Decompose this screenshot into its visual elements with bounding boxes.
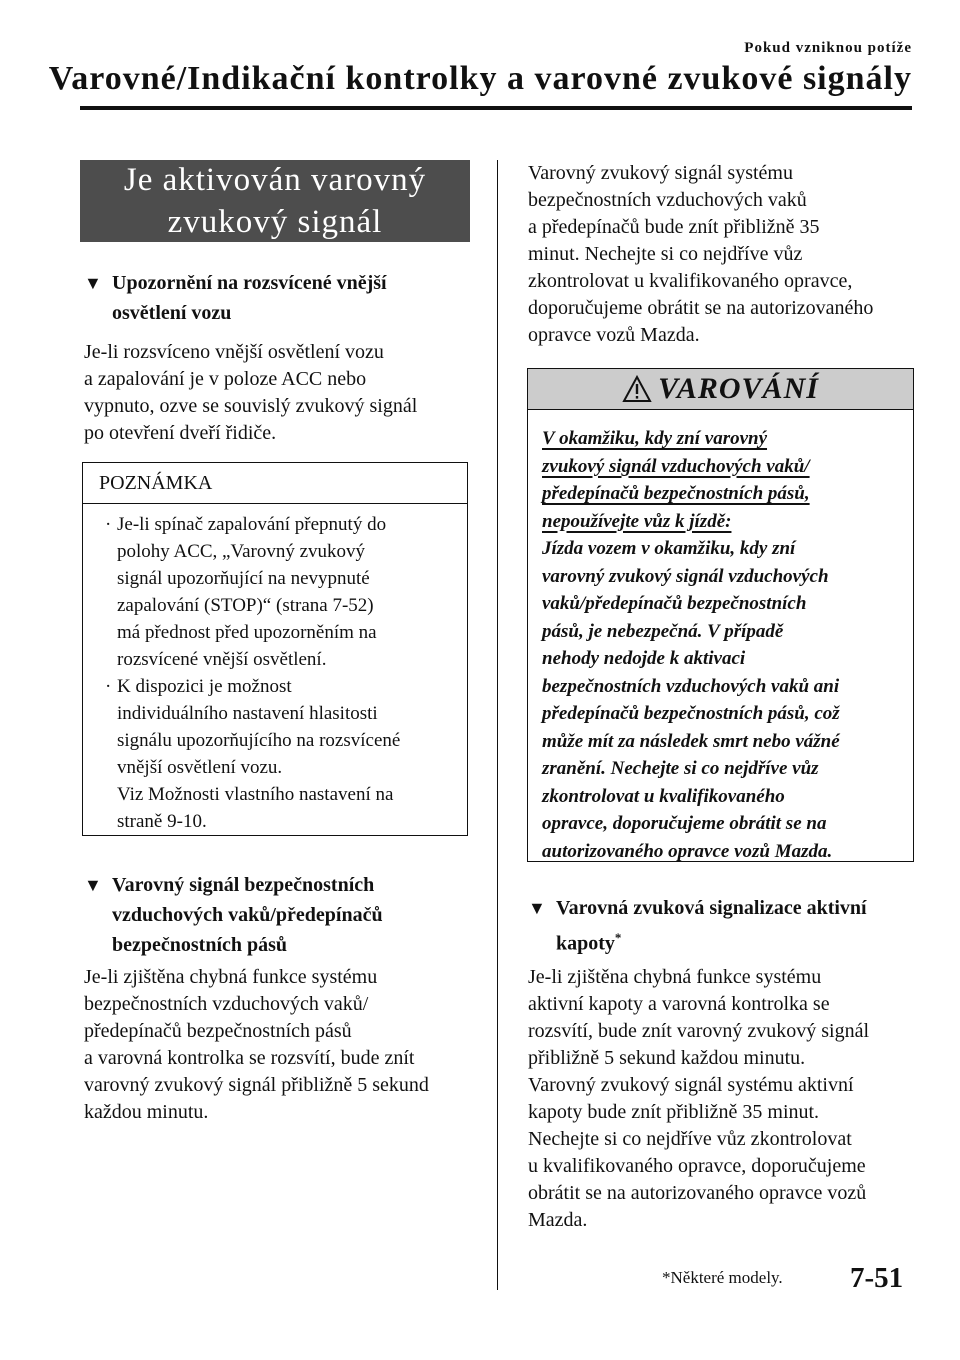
triangle-bullet-icon: ▼ — [528, 898, 546, 918]
paragraph-airbag-warning: Je-li zjištěna chybná funkce systému bezpečnostních vzduchových vaků/ předepínačů bezpečnostních pásů a varovná kontrolka se rozsvítí, bude znít varovný zvukový signál přibližně 5 sekund každou minutu. — [84, 966, 429, 1123]
column-divider — [497, 160, 498, 1290]
warning-title: VAROVÁNÍ — [658, 372, 819, 405]
note-item: · K dispozici je možnost individuálního nastavení hlasitosti signálu upozorňujícího na rozsvícené vnější osvětlení vozu. Viz Možnosti vlastního nastavení na straně 9-10. — [83, 673, 467, 835]
header-rule — [80, 106, 912, 110]
paragraph-active-bonnet: Je-li zjištěna chybná funkce systému aktivní kapoty a varovná kontrolka se rozsvítí, bude znít varovný zvukový signál přibližně 5 sekund každou minutu. Varovný zvukový signál systému aktivní kapoty bude znít přibližně 35 minut. Nechejte si co nejdříve vůz zkontrolovat u kvalifikovaného opravce, doporučujeme obrátit se na autorizovaného opravce vozů Mazda. — [528, 966, 870, 1231]
warning-lead-line: V okamžiku, kdy zní varovný — [542, 428, 768, 449]
warning-triangle-icon — [622, 375, 652, 403]
section-title-line: zvukový signál — [167, 204, 383, 240]
warning-header — [528, 369, 913, 410]
triangle-bullet-icon: ▼ — [84, 273, 102, 293]
list-bullet-icon: · — [105, 514, 112, 535]
triangle-bullet-icon: ▼ — [84, 875, 102, 895]
note-item: · Je-li spínač zapalování přepnutý do polohy ACC, „Varovný zvukový signál upozorňující na nevypnuté zapalování (STOP)“ (strana 7-52) má přednost před upozorněním na rozsvícené vnější osvětlení. — [83, 511, 467, 673]
subheading-exterior-lights: ▼ Upozornění na rozsvícené vnější osvětlení vozu — [84, 268, 474, 328]
subheading-active-bonnet: ▼ Varovná zvuková signalizace aktivní kapoty* — [528, 893, 928, 959]
note-list — [83, 511, 467, 835]
warning-body: V okamžiku, kdy zní varovný zvukový signál vzduchových vaků/ předepínačů bezpečnostních pásů, nepoužívejte vůz k jízdě: Jízda vozem v okamžiku, kdy zní varovný zvukový signál vzduchových vaků/předepínačů bezpečnostních pásů, je nebezpečná. V případě nehody nedojde k aktivaci bezpečnostních vzduchových vaků ani předepínačů bezpečnostních pásů, což může mít za následek smrt nebo vážné zranění. Nechejte si co nejdříve vůz zkontrolovat u kvalifikovaného opravce, doporučujeme obrátit se na autorizovaného opravce vozů Mazda. — [542, 428, 840, 862]
footnote: *Některé modely. — [662, 1268, 783, 1287]
note-title: POZNÁMKA — [83, 463, 467, 504]
warning-lead-line: předepínačů bezpečnostních pásů, — [542, 483, 810, 504]
subheading-airbag-warning: ▼ Varovný signál bezpečnostních vzduchových vaků/předepínačů bezpečnostních pásů — [84, 870, 474, 960]
chapter-title: Pokud vzniknou potíže — [744, 40, 912, 56]
warning-lead-line: nepoužívejte vůz k jízdě: — [542, 510, 732, 532]
page-number: 7-51 — [850, 1262, 904, 1294]
paragraph-airbag-duration: Varovný zvukový signál systému bezpečnostních vzduchových vaků a předepínačů bude znít přibližně 35 minut. Nechejte si co nejdříve vůz zkontrolovat u kvalifikovaného opravce, doporučujeme obrátit se na autorizovaného opravce vozů Mazda. — [528, 162, 874, 346]
warning-lead-line: zvukový signál vzduchových vaků/ — [542, 455, 810, 477]
list-bullet-icon: · — [105, 676, 112, 697]
page-title: Varovné/Indikační kontrolky a varovné zvukové signály — [48, 60, 912, 97]
paragraph-exterior-lights: Je-li rozsvíceno vnější osvětlení vozu a zapalování je v poloze ACC nebo vypnuto, ozve se souvislý zvukový signál po otevření dveří řidiče. — [84, 341, 418, 444]
footnote-mark: * — [614, 930, 622, 945]
section-title-line: Je aktivován varovný — [123, 162, 427, 198]
section-title-box — [80, 160, 470, 242]
warning-box — [527, 368, 914, 862]
note-box — [82, 462, 468, 836]
